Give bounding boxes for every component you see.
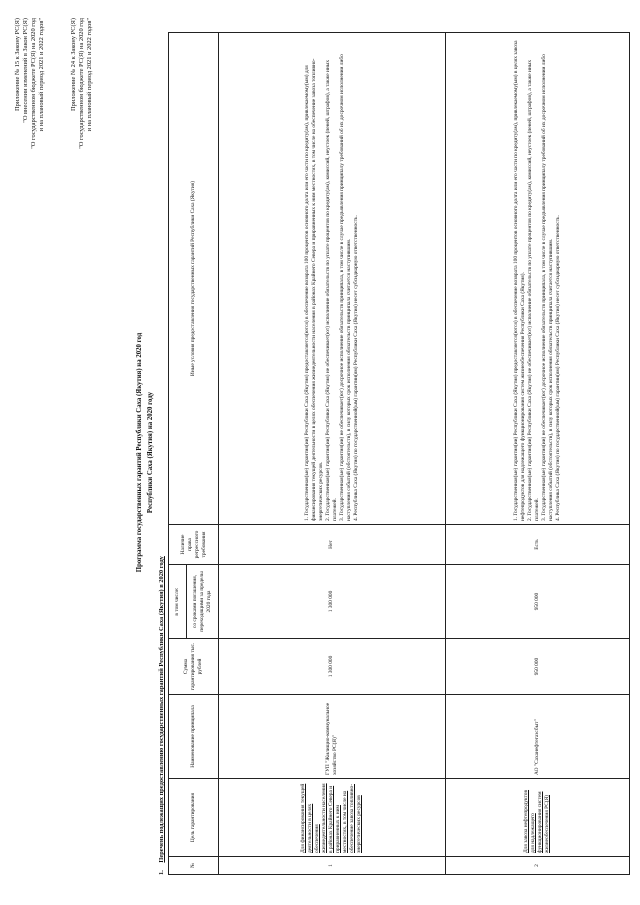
row-principal: АО "Саханефтегазсбыт" <box>445 695 629 779</box>
document-title: Программа государственных гарантий Республики Саха (Якутия) на 2020 год <box>136 332 143 573</box>
condition-item: 3. Государственная(ые) гарантия(ии) не обеспечивает(ют) досрочное исполнение обязательств принципала, в том числе в случае предъявления принципалу требований об их досрочном исполнении либо наступления событий (обстоятельств), в силу которых срок исполнения обязательств принципала считается наступившим. <box>338 54 352 521</box>
header-including: в том числе: <box>169 565 187 639</box>
row-amount-value: 1 300 000 <box>328 655 335 678</box>
row-amount <box>219 639 446 695</box>
row-number: 2 <box>445 857 629 875</box>
attachment-note-line: Приложение № 24 к Закону РС(Я) <box>70 18 77 111</box>
header-principal: Наименование принципала <box>169 695 219 779</box>
header-purpose: Цель гарантирования <box>169 779 219 857</box>
attachment-note-line: "О государственном бюджете РС(Я) на 2020 год <box>78 18 85 149</box>
row-conditions <box>219 33 446 525</box>
attachment-note-line: и на плановый период 2021 и 2022 годов" <box>38 18 45 132</box>
attachment-note-24 <box>70 18 94 149</box>
row-regress: Есть <box>445 525 629 565</box>
condition-item: 1. Государственная(ые) гарантия(ии) Республики Саха (Якутия) предоставляется(ются) в обеспечение возврата 100 процентов основного долга или его части по кредиту(ам), привлекаемому(ым) в целях завоза нефтепродуктов для надлежащего функционирования систем жизнеобеспечения Республики Саха (Якутия). <box>512 40 526 521</box>
attachment-note-line: и на плановый период 2021 и 2022 годов" <box>86 18 93 132</box>
attachment-note-15 <box>14 18 46 149</box>
header-including-beyond-2020: со сроками погашения, переходящими за пределы 2020 года <box>187 565 219 639</box>
condition-item: 1. Государственная(ые) гарантия(ии) Республики Саха (Якутия) предоставляется(ются) в обеспечение возврата 100 процентов основного долга или его части по кредиту(ам), привлекаемому(ым) для финансирования текущей деятельности в целях обеспечения жизнедеятельности населения в районах Крайнего Севера и приравненных к ним местностях, в том числе на обеспечение завоза топливно-энергетических ресурсов. <box>303 58 324 521</box>
row-purpose: Для финансирования текущей деятельности в целях обеспечения жизнедеятельности населения в районах Крайнего Севера и приравненных к ним местностях, в том числе на обеспечение завоза топливно-энергетических ресурсов <box>219 779 446 857</box>
attachment-note-line: Приложение № 15 к Закону РС(Я) <box>14 18 21 111</box>
table-row <box>445 33 629 875</box>
section-heading <box>158 556 165 875</box>
guarantees-table <box>168 32 630 875</box>
condition-item: 4. Республика Саха (Якутия) по государственной(ым) гарантии(ям) Республики Саха (Якутия) несет субсидиарную ответственность. <box>352 215 359 521</box>
row-amount-value: 950 000 <box>533 657 540 676</box>
row-regress: Нет <box>219 525 446 565</box>
header-amount: Сумма гарантирования тыс. рублей <box>169 639 219 695</box>
attachment-note-line: "О внесении изменений в Закон РС(Я) <box>22 18 29 123</box>
section-number: 1. <box>158 870 165 875</box>
row-conditions <box>445 33 629 525</box>
section-title: Перечень подлежащих предоставлению государственных гарантий Республики Саха (Якутия) в 2020 году <box>158 556 165 863</box>
row-amount <box>445 639 629 695</box>
header-num: № <box>169 857 219 875</box>
table-row <box>219 33 446 875</box>
condition-item: 3. Государственная(ые) гарантия(ии) не обеспечивает(ют) досрочное исполнение обязательств принципала, в том числе в случае предъявления принципалу требований об их досрочном исполнении либо наступления событий (обстоятельств), в силу которых срок исполнения обязательств принципала считается наступившим. <box>540 54 554 521</box>
header-conditions: Иные условия предоставления государственных гарантий Республики Саха (Якутия) <box>169 33 219 525</box>
document-subtitle: Республики Саха (Якутия) на 2020 году <box>147 391 154 514</box>
condition-item: 2. Государственная(ые) гарантия(ии) Республики Саха (Якутия) не обеспечивает(ют) исполнение обязательств по уплате процентов по кредиту(ам), комиссий, неустоек (пеней, штрафов), а также иных платежей. <box>526 59 540 521</box>
condition-item: 4. Республика Саха (Якутия) по государственной(ым) гарантии(ям) Республики Саха (Якутия) несет субсидиарную ответственность. <box>554 215 561 521</box>
condition-item: 2. Государственная(ые) гарантия(ии) Республики Саха (Якутия) не обеспечивает(ют) исполнение обязательств по уплате процентов по кредиту(ам), комиссий, неустоек (пеней, штрафов), а также иных платежей. <box>324 59 338 521</box>
row-amount-beyond: 1 300 000 <box>219 565 446 639</box>
header-regress: Наличие права регрессного требования <box>169 525 219 565</box>
row-purpose: Для завоза нефтепродуктов для надлежащего функционирования систем жизнеобеспечения РС(Я) <box>445 779 629 857</box>
row-number: 1 <box>219 857 446 875</box>
row-amount-beyond: 950 000 <box>445 565 629 639</box>
attachment-note-line: "О государственном бюджете РС(Я) на 2020 год <box>30 18 37 149</box>
row-principal: ГУП "Жилищно-коммунальное хозяйство РС(Я)" <box>219 695 446 779</box>
